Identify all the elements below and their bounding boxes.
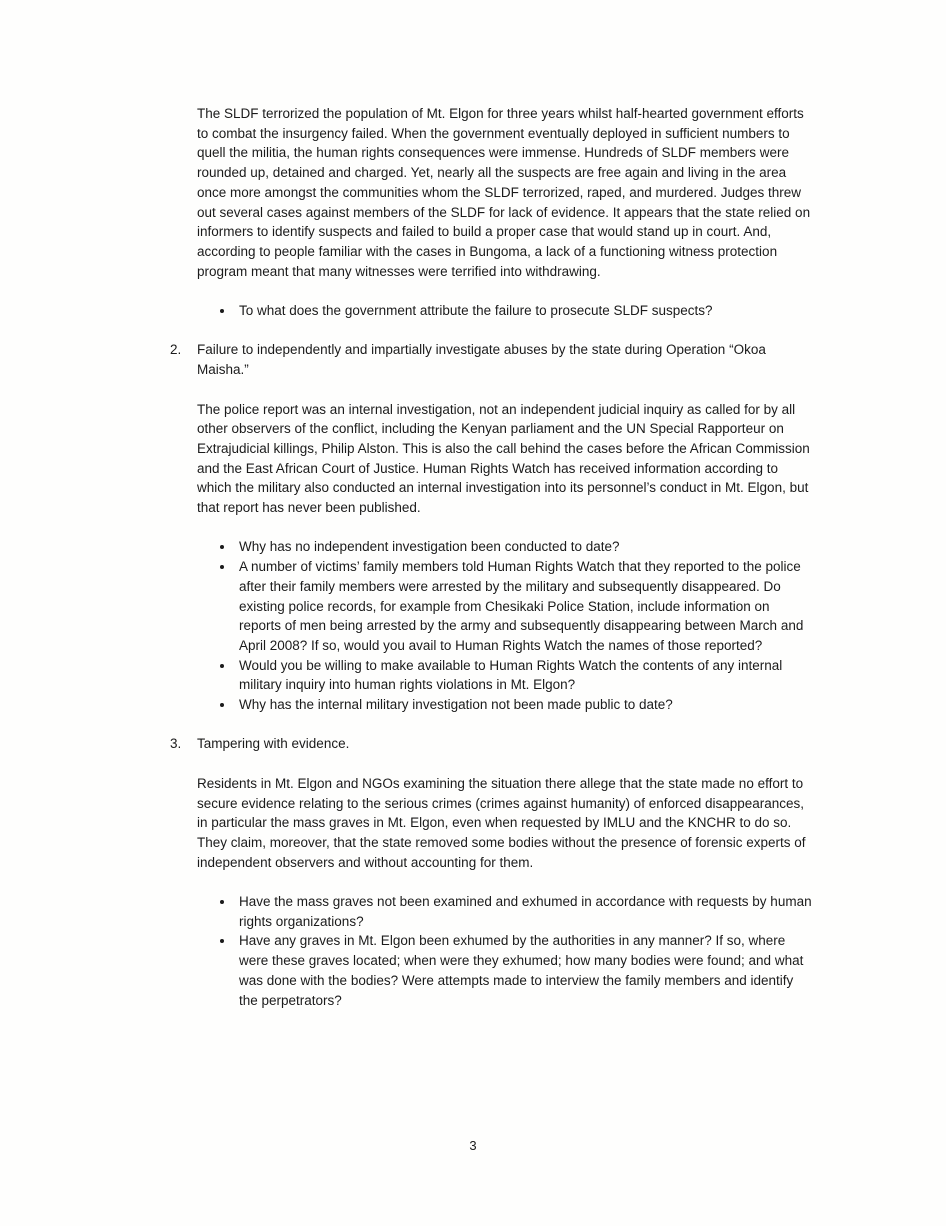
question-list-3 <box>197 892 812 1010</box>
item-heading: Tampering with evidence. <box>197 736 350 752</box>
paragraph-residents-ngos: Residents in Mt. Elgon and NGOs examining the situation there allege that the state made no effort to secure evidence relating to the serious crimes (crimes against humanity) of enforced disappearances, in particular the mass graves in Mt. Elgon, even when requested by IMLU and the KNCHR to do so. They claim, moreover, that the state removed some bodies without the presence of forensic experts of independent observers and without accounting for them. <box>197 775 806 870</box>
numbered-item-2 <box>170 340 812 379</box>
question-item: • A number of victims’ family members told Human Rights Watch that they reported to the police after their family members were arrested by the military and subsequently disappeared. Do existing police records, for example from Chesikaki Police Station, include information on reports of men being arrested by the army and subsequently disappearing between March and April 2008? If so, would you avail to Human Rights Watch the names of those reported? <box>235 557 812 656</box>
item-heading: Failure to independently and impartially investigate abuses by the state during Operation “Okoa Maisha.” <box>197 342 766 378</box>
paragraph-police-report: The police report was an internal investigation, not an independent judicial inquiry as called for by all other observers of the conflict, including the Kenyan parliament and the UN Special Rapporteur on Extrajudicial killings, Philip Alston. This is also the call behind the cases before the African Commission and the East African Court of Justice. Human Rights Watch has received information according to which the military also conducted an internal investigation into its personnel’s conduct in Mt. Elgon, but that report has never been published. <box>197 401 810 516</box>
question-item: • Have any graves in Mt. Elgon been exhumed by the authorities in any manner? If so, where were these graves located; when were they exhumed; how many bodies were found; and what was done with the bodies? Were attempts made to interview the family members and identify the perpetrators? <box>235 931 812 1010</box>
question-item: • Would you be willing to make available to Human Rights Watch the contents of any internal military inquiry into human rights violations in Mt. Elgon? <box>235 656 812 695</box>
question-item: • Why has no independent investigation been conducted to date? <box>235 537 812 557</box>
item-number: 2. <box>170 342 182 358</box>
question-item: • To what does the government attribute the failure to prosecute SLDF suspects? <box>235 301 812 321</box>
numbered-item-3 <box>170 734 812 754</box>
document-body <box>170 104 812 1030</box>
item-number: 3. <box>170 736 182 752</box>
page-number: 3 <box>469 1138 477 1153</box>
question-item: • Have the mass graves not been examined and exhumed in accordance with requests by human rights organizations? <box>235 892 812 931</box>
question-list-2 <box>197 537 812 714</box>
question-item: • Why has the internal military investigation not been made public to date? <box>235 695 812 715</box>
paragraph-sldf-terrorized: The SLDF terrorized the population of Mt. Elgon for three years whilst half-hearted government efforts to combat the insurgency failed. When the government eventually deployed in sufficient numbers to quell the militia, the human rights consequences were immense. Hundreds of SLDF members were rounded up, detained and charged. Yet, nearly all the suspects are free again and living in the area once more amongst the communities whom the SLDF terrorized, raped, and murdered. Judges threw out several cases against members of the SLDF for lack of evidence. It appears that the state relied on informers to identify suspects and failed to build a proper case that would stand up in court. And, according to people familiar with the cases in Bungoma, a lack of a functioning witness protection program meant that many witnesses were terrified into withdrawing. <box>197 106 811 279</box>
question-list-1 <box>197 301 812 321</box>
